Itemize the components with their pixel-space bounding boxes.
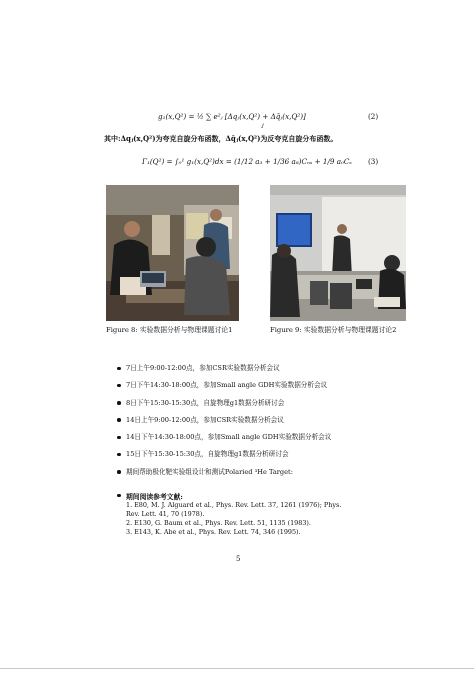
equation-3-body: Γ₁(Q²) = ∫₀¹ g₁(x,Q²)dx = (1/12 a₃ + 1/36 a₈)Cₙₛ + 1/9 a₀Cₛ [142,157,352,166]
bullet-dot-icon [117,453,121,457]
equation-2-number: (2) [368,112,379,121]
list-item: 14日下午14:30-18:00点，参加Small angle GDH实验数据分析会议 [117,433,407,442]
figure-9-caption: Figure 9: 实验数据分析与物理课题讨论2 [270,326,397,334]
reference-line: 3. E143, K. Abe et al., Phys. Rev. Lett. 74, 346 (1995). [126,528,301,536]
figure-8-photo [106,185,239,321]
figure-8-caption: Figure 8: 实验数据分析与物理课题讨论1 [106,326,233,334]
bullet-dot-icon [117,470,121,474]
list-item: 7日上午9:00-12:00点，参加CSR实验数据分析会议 [117,364,407,373]
list-item: 14日上午9:00-12:00点，参加CSR实验数据分析会议 [117,416,407,425]
meeting-photo-1-image [106,185,239,321]
equation-2 [158,112,306,121]
reference-line: Rev. Lett. 41, 70 (1978). [126,510,205,518]
page-number: 5 [236,555,241,563]
bullet-dot-icon [117,401,121,405]
list-item: 期间帮助极化靶实验组设计和测试Polaried ³He Target: [117,468,407,477]
reference-line: 2. E130, G. Baum et al., Phys. Rev. Lett. 51, 1135 (1983). [126,519,311,527]
bullet-dot-icon [117,494,121,498]
bullet-dot-icon [117,436,121,440]
equation-2-body: g₁(x,Q²) = ½ ∑ e²ⱼ [Δqⱼ(x,Q²) + Δq̄ⱼ(x,Q²)] [158,112,306,121]
definition-text: 其中:Δqⱼ(x,Q²)为夸克自旋分布函数，Δq̄ⱼ(x,Q²)为反夸克自旋分布函数。 [104,134,338,143]
meeting-photo-2-image [270,185,406,321]
equation-2-subscript: j [262,123,264,129]
equation-3-number: (3) [368,157,379,166]
equation-3 [142,157,352,166]
bullet-dot-icon [117,384,121,388]
bullet-dot-icon [117,418,121,422]
list-item: 8日下午15:30-15:30点，自旋物理g1数据分析研讨会 [117,399,407,408]
reference-line: 1. E80, M. J. Alguard et al., Phys. Rev. Lett. 37, 1261 (1976); Phys. [126,501,342,509]
list-item: 15日下午15:30-15:30点，自旋物理g1数据分析研讨会 [117,450,407,459]
reading-list-title: 期间阅读参考文献: [117,491,183,501]
reference-list [126,501,386,537]
bullet-dot-icon [117,367,121,371]
list-item: 7日下午14:30-18:00点，参加Small angle GDH实验数据分析会议 [117,381,407,390]
page-bottom-divider [0,668,474,669]
schedule-list [117,364,407,485]
figure-9-photo [270,185,406,321]
